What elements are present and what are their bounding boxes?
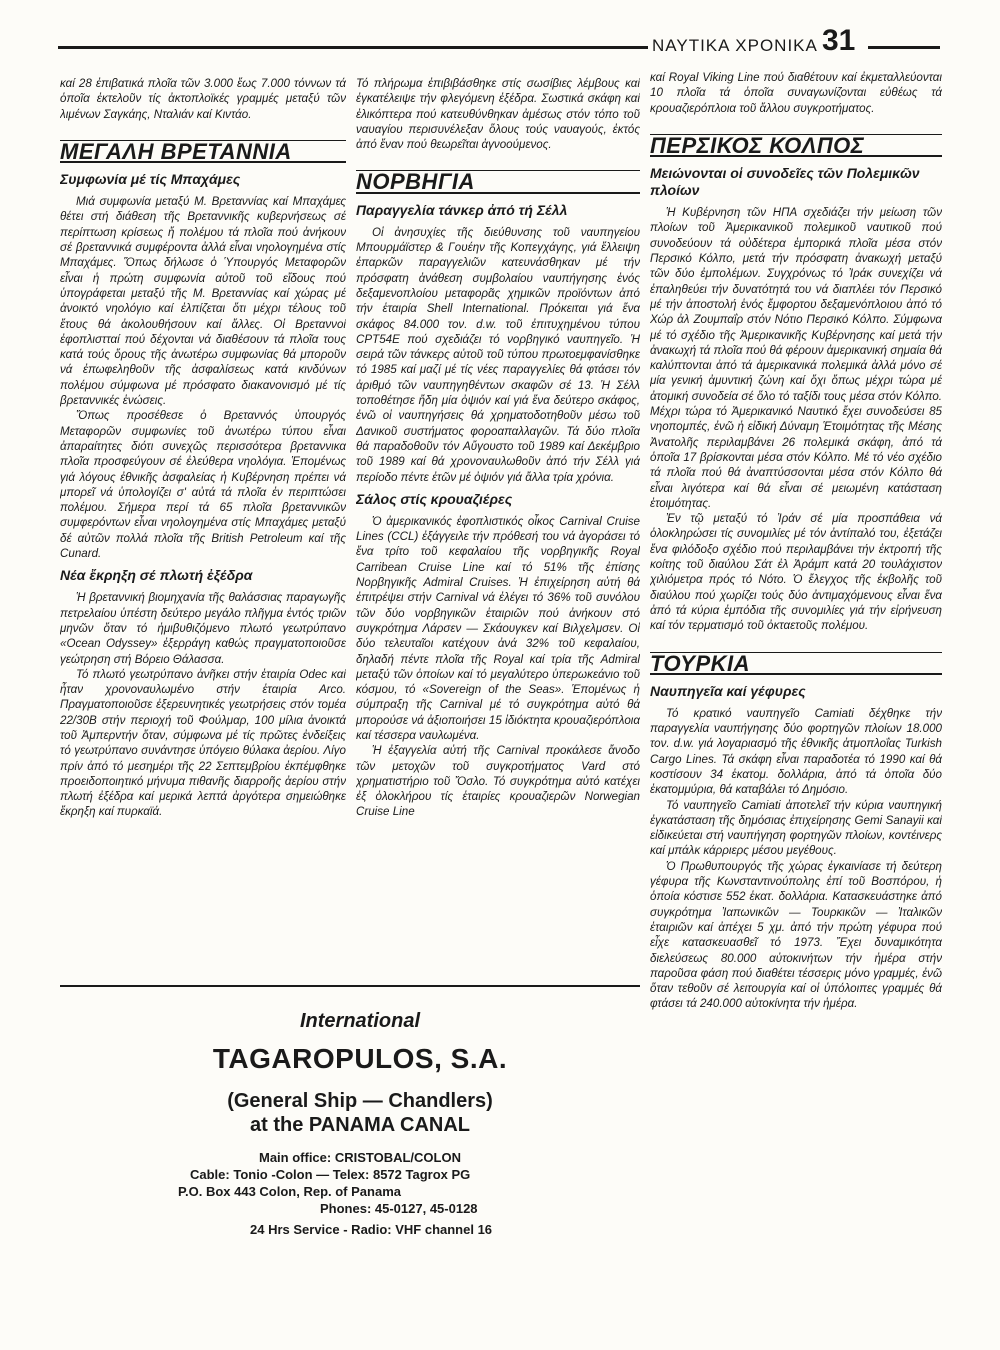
subheading-bahamas-agreement: Συμφωνία μέ τίς Μπαχάμες [60,171,241,188]
col1-paragraph: Ὅπως προσέθεσε ὁ Βρεταννός ὑπουργός Μεταφορῶν συμφωνίες τοῦ ἀνωτέρω τύπου εἶναι ἀπαραίτητες διότι συνεχῶς περισσότερα βρεταννικα πλοῖα προσφεύγουν σέ ἐλεύθερα νηολόγια. Ἑπομένως γιά λόγους ἐθνικῆς ἀσφαλείας ἡ Κυβέρνηση πρέπει νά μπορεῖ νά ὑπολογίζει σ' αὐτά τά πλοῖα ἐν περιπτώσει πολέμου. Σήμερα περί τά 65 πλοῖα βρεταννικῶν συμφερόντων εἶναι νηολογημένα στίς Μπαχάμες μεταξύ δέ αὐτῶν πολλά πλοῖα τῆς British Petroleum καί τῆς Cunard. [60,409,346,561]
advertisement-tagaropulos [170,1010,550,1238]
column-3 [650,70,942,1270]
ad-top-rule [60,985,640,987]
header-rule-left [58,46,648,49]
col1-paragraph: Τό πλωτό γεωτρύπανο ἀνῆκει στήν ἑταιρία Odec καί ἦταν χρονοναυλωμένο στήν ἑταιρία Arco. Πραγματοποιοῦσε ἐξερευνητικές γεωτρήσεις στόν τομέα 22/30Β στήν περιοχή τοῦ Φούλμαρ, 100 μίλια ἀνοικτά τοῦ Ἀμπερντήν ὅταν, σύμφωνα μέ τίς πρῶτες ἐνδείξεις τό γεωτρύπανο συνάντησε ὑπόγειο θύλακα ἀερίου. Λίγο πρίν ἀπό τό μεσημέρι τῆς 22 Σεπτεμβρίου ἐκπέμφθηκε προειδοποιητικό μήνυμα πιθανῆς διαρροῆς ἀερίου στήν πλωτή ἐξέδρα καί μερικά λεπτά ἀργότερα σημειώθηκε ἔκρηξη καί πυρκαϊά. [60,667,346,819]
section-heading-great-britain: ΜΕΓΑΛΗ ΒΡΕΤΑΝΝΙΑ [60,140,346,163]
col3-paragraph: Ἡ Κυβέρνηση τῶν ΗΠΑ σχεδιάζει τήν μείωση τῶν πλοίων τοῦ Ἀμερικανικοῦ πολεμικοῦ ναυτικοῦ πού συνοδεύουν τά οὐδέτερα ἐμπορικά πλοῖα μέσα στόν Περσικό Κόλπο, μετά τήν πρόσφατη ἀνακωχή μεταξύ τῶν δύο ἐμπολέμων. Συγχρόνως τό Ἰράκ συνεχίζει νά ἐπαληθεύει τήν δυνατότητά του νά διαπλέει τόν Περσικό μέ τήν ἀποστολή ἑνός ἔμφορτου δεξαμενόπλοιου ἀπό τό Χώρ ἀλ Ζουμπαΐρ στόν Νότιο Περσικό Κόλπο. Σύμφωνα μέ τό σχέδιο τῆς Ἀμερικανικῆς Κυβέρνησης καί μετά τήν ἀνακωχή τά πλοῖα πού θά φέρουν ἀμερικανική σημαία θά καλύπτονται ἀπό τά ἀμερικανικά πολεμικά ἀλλά μόνο σέ μία γενική ἀμυντική ζώνη καί ὄχι ὅπως μέχρι τώρα μέ ἀτομική συνοδεία σέ ὅλο τό ταξίδι τους μέσα στόν Κόλπο. Μέχρι τώρα τό Ἀμερικανικό Ναυτικό ἔχει συνοδεύσει 85 νηοπομπές, ἐνῶ ἡ εἰδική Δύναμη Ἑτοιμότητας τῆς Μέσης Ἀνατολῆς περιλαμβάνει 26 πολεμικά σκάφη, ἀπό τά ὁποῖα 17 βρίσκονται μέσα στόν Κόλπο. Μέ τό νέο σχέδιο τά πλοῖα πού θά ἀναπτύσσονται μέσα στόν Κόλπο θά εἶναι λιγότερα καί θά εἶναι σέ μειωμένη κατάσταση ἑτοιμότητας. [650,206,942,510]
column-1 [60,76,346,980]
ad-service: 24 Hrs Service - Radio: VHF channel 16 [250,1222,493,1237]
col3-paragraph: Τό κρατικό ναυπηγεῖο Camiati δέχθηκε τήν παραγγελία ναυπήγησης δύο φορτηγῶν πλοίων 18.000 τον. d.w. γιά λογαριασμό τῆς ἐθνικῆς ἀτμοπλοΐας Turkish Cargo Lines. Τά σκάφη εἶναι παραδοτέα τό 1990 καί θά κοστίσουν 34 ἑκατομ. δολλάρια, ἀπό τά ὁποῖα δύο ἑκατομμύρια, θά καταβάλει τό Δημόσιο. [650,706,942,797]
section-heading-persian-gulf: ΠΕΡΣΙΚΟΣ ΚΟΛΠΟΣ [650,134,942,157]
col2-paragraph: Ὁ ἀμερικανικός ἐφοπλιστικός οἶκος Carnival Cruise Lines (CCL) ἐξάγγειλε τήν πρόθεσή του νά ἀγοράσει τό ἕνα τρίτο τοῦ κεφαλαίου τῆς νορβηγικῆς Royal Carribean Cruise Line καί τό 51% τῆς ἐπίσης Νορβηγικῆς Admiral Cruises. Ἡ ἐπιχείρηση αὐτή θά ἐπιτρέψει στήν Carnival νά ἐλέγει τό 36% τοῦ συνόλου τῶν δύο νορβηγικῶν ἑταιριῶν πού ἀνήκουν στό συγκρότημα Λάρσεν — Σκάουγκεν καί Βιλχελμσεν. Οἱ δύο τελευταῖοι κατέχουν ἀνά 32% τοῦ κεφαλαίου, δηλαδή πέντε πλοῖα τῆς Royal καί τρία τῆς Admiral μεταξύ τῶν ὁποίων καί τό μεγαλύτερο ὑπερωκεάνιο τοῦ κόσμου, τό «Sovereign of the Seas». Ἑπομένως ἡ σύμπραξη τῆς Carnival μέ τό συγκρότημα αὐτό θά μπορούσε νά ἀξιοποιήσει 15 ἰδιόκτητα κρουαζιερόπλοια καί τέσσερα ναυλωμένα. [356,514,640,742]
page-number: 31 [822,24,856,57]
section-heading-norway: ΝΟΡΒΗΓΙΑ [356,170,640,193]
col2-paragraph: Ἡ ἐξαγγελία αὐτή τῆς Carnival προκάλεσε ἄνοδο τῶν μετοχῶν τοῦ συγκροτήματος Vard στό χρηματιστήριο τοῦ Ὄσλο. Τό συγκρότημα αὐτό κατέχει ἐξ ὁλοκλήρου τίς ἑταιρίες κρουαζιερῶν Norwegian Cruise Line [356,744,640,819]
col1-paragraph: Ἡ βρεταννική βιομηχανία τῆς θαλάσσιας παραγωγῆς πετρελαίου ὑπέστη δεύτερο μεγάλο πλῆγμα ἐντός τριῶν μηνῶν ὅταν τό ἡμιβυθιζόμενο πλωτό γεωτρύπανο «Ocean Odyssey» ἐξερράγη καθώς πραγματοποιοῦσε γεώτρηση στή Βόρειο Θάλασσα. [60,591,346,666]
ad-cable-telex: Cable: Tonio -Colon — Telex: 8572 Tagrox PG [190,1167,471,1182]
col3-paragraph: Ἐν τῷ μεταξύ τό Ἰράν σέ μία προσπάθεια νά ὁλοκληρώσει τίς συνομιλίες μέ τόν ἀντίπαλό του, ἐξετάζει ἕνα φιλόδοξο σχέδιο πού περιλαμβάνει τήν ἐκτροπή τῆς κοίτης τοῦ διαύλου Σάτ ἐλ Ἀράμπ κατά 20 τουλάχιστον χιλιόμετρα πρός τό Νότο. Ὁ ἔλεγχος τῆς ἐκβολῆς τοῦ διαύλου πού χωρίζει τούς δύο ἀντιμαχόμενους εἶναι ἕνα ἀπό τά κύρια ἐμπόδια τῆς συνομιλίες γιά τήν εἰρήνευση καί τόν τερματισμό τοῦ ὀκταετοῦς πολέμου. [650,512,942,633]
col3-paragraph: Ὁ Πρωθυπουργός τῆς χώρας ἐγκαινίασε τή δεύτερη γέφυρα τῆς Κωνσταντινούπολης ἐπί τοῦ Βοσπόρου, ἡ ὁποία κόστισε 552 ἑκατ. δολλάρια. Κατασκευάστηκε ἀπό συγκρότημα Ἰαπωνικῶν — Τουρκικῶν — Ἰταλικῶν ἑταιριῶν καί ἀπέχει 5 χμ. ἀπό τήν πρώτη γέφυρα πού εἶχε κατασκευασθεῖ τό 1973. Ἔχει δυναμικότητα διελεύσεως 80.000 αὐτοκινήτων τήν ἡμέρα στήν παροῦσα φάση πού διαθέτει τέσσερις μόνο γραμμές, ἐνῶ ὅταν τεθοῦν σέ λειτουργία καί οἱ ὑπόλοιπες γραμμές θά φτάσει τά 240.000 αὐτοκίνητα τήν ἡμέρα. [650,859,942,1011]
subheading-shipyards-bridges: Ναυπηγεῖα καί γέφυρες [650,682,806,699]
ad-business-type: (General Ship — Chandlers) [227,1090,493,1112]
magazine-title: ΝΑΥΤΙΚΑ ΧΡΟΝΙΚΑ [652,36,818,55]
col3-intro: καί Royal Viking Line πού διαθέτουν καί ἐκμεταλλεύονται 10 πλοῖα τά ὁποῖα συναγωνίζονται εὐθέως τά κρουαζιερόπλοια τοῦ ἄλλου συγκροτήματος. [650,71,942,115]
col1-intro: καί 28 ἐπιβατικά πλοῖα τῶν 3.000 ἕως 7.000 τόννων τά ὁποῖα ἐκτελοῦν τίς ἀκτοπλοϊκές γραμμές μεταξύ τῶν λιμένων Σαγκάης, Νταλιάν καί Κιντάο. [60,77,346,121]
col2-intro: Τό πλήρωμα ἐπιβιβάσθηκε στίς σωσίβιες λέμβους καί ἐγκατέλειψε τήν φλεγόμενη ἐξέδρα. Σωστικά σκάφη καί ἑλικόπτερα πού κατευθύνθηκαν ἀμέσως στόν τόπο τοῦ ναυαγίου περισυνέλεξαν ὅλους τούς ναυαγούς, ἐκτός ἀπό ἕναν πού θεωρεῖται ἀγνοούμενος. [356,77,640,152]
col1-paragraph: Μιά συμφωνία μεταξύ Μ. Βρεταννίας καί Μπαχάμες θέτει στή διάθεση τῆς Βρεταννικῆς κυβερνήσεως σέ περίπτωση κρίσεως ἤ πολέμου τά πλοῖα πού ἀνήκουν σέ βρεταννικά συμφέροντα ἀλλά εἶναι νηολογημένα στίς Μπαχάμες. Ὅπως δήλωσε ὁ Ὑπουργός Μεταφορῶν εἶναι ἡ πρώτη συμφωνία αὐτοῦ τοῦ εἴδους πού ὑπογράφεται μεταξύ τῆς Μ. Βρεταννίας καί χώρας μέ ἀνοικτό νηολόγιο καί ἐλπίζεται ὅτι μέχρι τέλους τοῦ ἔτους θά ἀκολουθήσουν καί ἄλλες. Οἱ Βρεταννοί ἐφοπλιστταί πού δέχονται νά διαθέσουν τά πλοῖα τους κατά τούς ὅρους τῆς ἀνωτέρω συμφωνίας θά μποροῦν νά ἐπωφεληθοῦν τῆς ἀσφαλίσεως κατά κινδύνων πολέμου σύμφωνα μέ πρόσφατο διακανονισμό μέ τίς βρεταννικές ἑνώσεις. [60,195,346,408]
ad-international: International [299,1010,420,1032]
header-rule-right [868,46,940,49]
section-heading-turkey: ΤΟΥΡΚΙΑ [650,652,942,675]
subheading-escort-reduction: Μειώνονται οἱ συνοδεῖες τῶν Πολεμικῶν πλοίων [650,165,920,199]
col3-paragraph: Τό ναυπηγεῖο Camiati ἀποτελεῖ τήν κύρια ναυπηγική ἐγκατάσταση τῆς δημόσιας ἐπιχείρησης Gemi Sanayii καί εἰδικεύεται στή ναυπήγηση φορτηγῶν πλοίων, κοντέινερς καί μπάλκ κάρριερς μέσου μεγέθους. [650,798,942,858]
ad-company-name: TAGAROPULOS, S.A. [212,1043,508,1074]
col2-paragraph: Οἱ ἀνησυχίες τῆς διεύθυνσης τοῦ ναυπηγείου Μπουρμάϊστερ & Γουέην τῆς Κοπεγχάγης, γιά ἔλλειψη ἐπαρκῶν παραγγελιῶν κατευνάσθηκαν μέ τήν πρόσφατη ἀνάθεση συμβολαίου ναυπήγησης ἑνός δεξαμενοπλοίου μεταφορᾶς χημικῶν προϊόντων ἀπό τήν ἑταιρία Shell International. Πρόκειται γιά ἕνα σκάφος 84.000 τον. d.w. τοῦ ἐπιτυχημένου τύπου CPT54E πού σχεδιάζει τό νορβηγικό ναυπηγεῖο. Ἡ σειρά τῶν τάνκερς αὐτοῦ τοῦ τύπου πρωτοεμφανίσθηκε τό 1985 καί μαζί μέ τίς νέες παραγγελίες θά φτάσει τόν ἀριθμό τῶν ναυπηγηθέντων σκαφῶν σέ 13. Ἡ Σέλλ τοποθέτησε ἤδη μία ὀψιόν καί γιά ἕνα δεύτερο σκάφος, ἐνῶ οἱ ναυπηγήσεις θά χρηματοδοτηθοῦν μέσω τοῦ Δανικοῦ συστήματος φοροαπαλλαγῶν. Τά δύο πλοῖα θά παραδοθοῦν τόν Αὔγουστο τοῦ 1989 καί Δεκέμβριο τοῦ 1989 καί θά χρονοναυλωθοῦν ἀπό τήν Σέλλ γιά περίοδο πέντε ἐτῶν μέ ὀψιόν γιά ἄλλα τρία χρόνια. [356,225,640,484]
subheading-cruise-turmoil: Σάλος στίς κρουαζιέρες [356,490,513,507]
ad-po-box: P.O. Box 443 Colon, Rep. of Panama [178,1184,401,1199]
subheading-shell-tanker-order: Παραγγελία τάνκερ ἀπό τή Σέλλ [356,201,568,218]
ad-main-office: Main office: CRISTOBAL/COLON [259,1150,461,1165]
ad-location: at the PANAMA CANAL [250,1114,470,1136]
column-2 [356,76,640,980]
subheading-platform-explosion: Νέα ἔκρηξη σέ πλωτή ἐξέδρα [60,567,253,584]
ad-phones: Phones: 45-0127, 45-0128 [320,1201,478,1216]
